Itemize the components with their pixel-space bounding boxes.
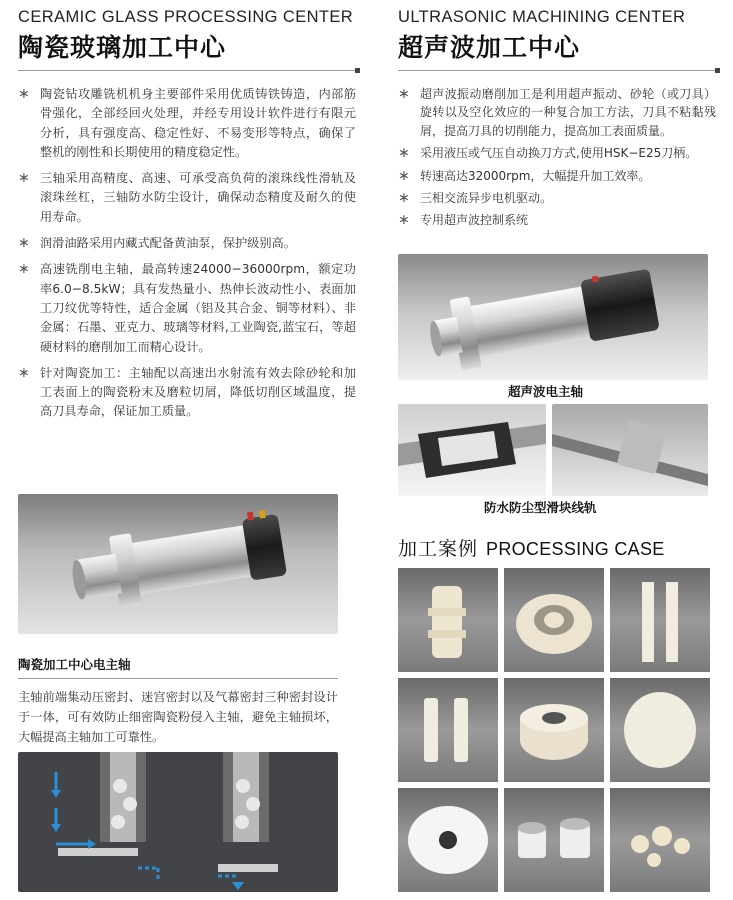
case-image-rotor — [504, 678, 604, 782]
linear-guide-photo — [398, 404, 546, 496]
spindle-description — [18, 655, 338, 747]
ultrasonic-section — [398, 8, 716, 234]
list-item: ∗ 三相交流异步电机驱动。 — [398, 190, 553, 207]
case-image-impeller — [504, 568, 604, 672]
seal-diagram — [18, 752, 338, 892]
list-item: ∗ 陶瓷钻攻雕铣机机身主要部件采用优质铸铁铸造，内部筋骨强化，全部经回火处理，并经专用设计软件进行有限元分析，具有强度高、稳定性好、不易变形等特点，确保了整机的刚性和长期使用的精度稳定性。 — [18, 86, 356, 159]
ceramic-spindle-caption: 陶瓷加工中心电主轴 — [18, 657, 131, 672]
case-image-sleeves — [504, 788, 604, 892]
ball-screw-illustration — [552, 404, 708, 496]
linear-guide-caption: 防水防尘型滑块线轨 — [484, 500, 597, 515]
spindle-illustration — [18, 494, 338, 634]
case-image-small-parts — [610, 788, 710, 892]
list-item: ∗ 高速铣削电主轴，最高转速24000−36000rpm，额定功率6.0−8.5kW；具有发热量小、热伸长波动性小、表面加工刀纹优等特性，适合金属（铝及其合金、铜等材料）、非金属：石墨、亚克力、玻璃等材料,工业陶瓷,蓝宝石，等超硬材料的磨削加工而精心设计。 — [18, 261, 356, 354]
ultrasonic-spindle-caption: 超声波电主轴 — [508, 384, 584, 399]
asterisk-icon: ∗ — [398, 86, 410, 102]
ceramic-title-cn: 陶瓷玻璃加工中心 — [18, 33, 227, 62]
ultrasonic-title-en: ULTRASONIC MACHINING CENTER — [398, 8, 686, 26]
ultrasonic-feature-list — [398, 85, 716, 230]
list-item: ∗ 转速高达32000rpm，大幅提升加工效率。 — [398, 167, 651, 184]
asterisk-icon: ∗ — [18, 235, 30, 252]
case-image-flange — [398, 788, 498, 892]
asterisk-icon: ∗ — [398, 190, 410, 207]
asterisk-icon: ∗ — [398, 145, 410, 162]
list-item: ∗ 超声波振动磨削加工是利用超声振动、砂轮（或刀具）旋转以及空化效应的一种复合加工方法，刀具不粘黏残屑，提高刀具的切削能力，提高加工表面质量。 — [398, 86, 716, 138]
ball-screw-photo — [552, 404, 708, 496]
ultrasonic-spindle-photo — [398, 254, 708, 380]
title-divider — [18, 68, 356, 71]
case-image-cylinder — [398, 568, 498, 672]
spindle-seal-text: 主轴前端集动压密封、迷宫密封以及气幕密封三种密封设计于一体，可有效防止细密陶瓷粉侵入主轴，避免主轴损坏，大幅提高主轴加工可靠性。 — [18, 690, 338, 744]
ceramic-title-en: CERAMIC GLASS PROCESSING CENTER — [18, 8, 354, 26]
list-item: ∗ 润滑油路采用内藏式配备黄油泵，保护级别高。 — [18, 234, 356, 253]
asterisk-icon: ∗ — [18, 86, 30, 102]
ceramic-feature-list — [18, 85, 356, 422]
list-item: ∗ 专用超声波控制系统 — [398, 212, 529, 229]
processing-case-heading — [398, 534, 665, 561]
title-divider — [398, 68, 716, 71]
asterisk-icon: ∗ — [398, 212, 410, 229]
spindle-illustration — [398, 254, 708, 380]
asterisk-icon: ∗ — [18, 364, 30, 381]
list-item: ∗ 采用液压或气压自动换刀方式,使用HSK−E25刀柄。 — [398, 145, 698, 162]
case-image-strips — [610, 568, 710, 672]
asterisk-icon: ∗ — [398, 167, 410, 184]
asterisk-icon: ∗ — [18, 261, 30, 278]
list-item: ∗ 针对陶瓷加工：主轴配以高速出水射流有效去除砂轮和加工表面上的陶瓷粉末及磨粒切屑，降低切削区域温度，提高刀具寿命，保证加工质量。 — [18, 364, 356, 419]
ceramic-section — [18, 8, 356, 429]
case-title-cn: 加工案例 — [398, 538, 479, 560]
caption-divider — [18, 677, 338, 679]
ceramic-spindle-photo — [18, 494, 338, 634]
list-item: ∗ 三轴采用高精度、高速、可承受高负荷的滚珠线性滑轨及滚珠丝杠，三轴防水防尘设计，确保动态精度及耐久的使用寿命。 — [18, 170, 356, 224]
case-image-brackets — [398, 678, 498, 782]
ultrasonic-title-cn: 超声波加工中心 — [398, 33, 581, 62]
coolant-flow-diagram — [18, 752, 338, 892]
linear-rail-illustration — [398, 404, 546, 496]
case-image-disc — [610, 678, 710, 782]
asterisk-icon: ∗ — [18, 170, 30, 187]
case-title-en: PROCESSING CASE — [486, 539, 665, 559]
